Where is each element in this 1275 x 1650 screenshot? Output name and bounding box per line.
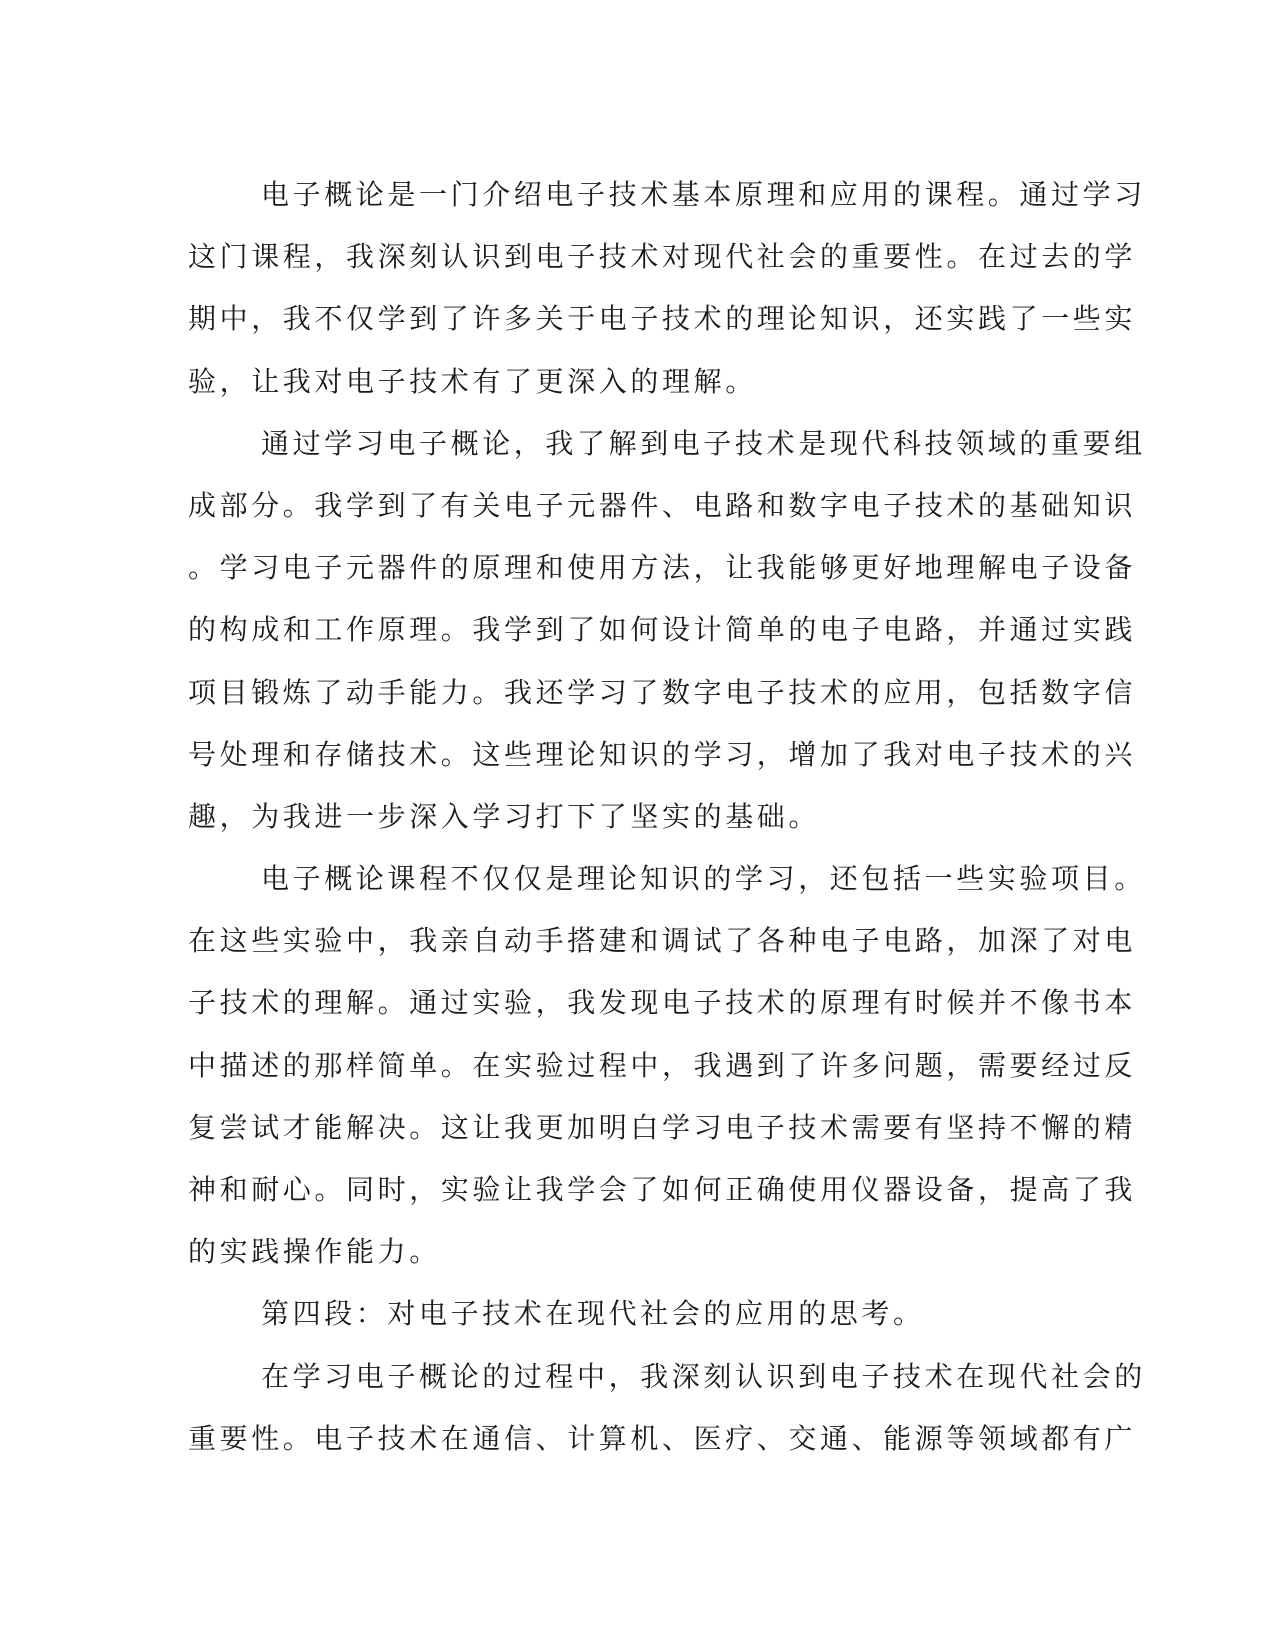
text-line: 期中，我不仅学到了许多关于电子技术的理论知识，还实践了一些实 <box>188 302 1137 336</box>
section-heading-4 <box>188 1283 1068 1345</box>
text-line: 验，让我对电子技术有了更深入的理解。 <box>188 364 757 398</box>
text-line: 趣，为我进一步深入学习打下了坚实的基础。 <box>188 799 821 833</box>
text-line: 电子概论课程不仅仅是理论知识的学习，还包括一些实验项目。 <box>261 862 1146 896</box>
text-line: 重要性。电子技术在通信、计算机、医疗、交通、能源等领域都有广 <box>188 1421 1137 1455</box>
text-line: 第四段：对电子技术在现代社会的应用的思考。 <box>261 1297 925 1331</box>
text-line: 的构成和工作原理。我学到了如何设计简单的电子电路，并通过实践 <box>188 613 1137 647</box>
text-line: 在这些实验中，我亲自动手搭建和调试了各种电子电路，加深了对电 <box>188 924 1137 958</box>
paragraph-3 <box>188 848 1146 1283</box>
text-line: 这门课程，我深刻认识到电子技术对现代社会的重要性。在过去的学 <box>188 240 1137 274</box>
text-line: 通过学习电子概论，我了解到电子技术是现代科技领域的重要组 <box>261 426 1146 460</box>
text-line: 复尝试才能解决。这让我更加明白学习电子技术需要有坚持不懈的精 <box>188 1110 1137 1144</box>
text-line: 。学习电子元器件的原理和使用方法，让我能够更好地理解电子设备 <box>188 551 1137 585</box>
paragraph-1 <box>188 164 1146 413</box>
text-line: 在学习电子概论的过程中，我深刻认识到电子技术在现代社会的 <box>261 1359 1146 1393</box>
text-line: 子技术的理解。通过实验，我发现电子技术的原理有时候并不像书本 <box>188 986 1137 1020</box>
paragraph-5 <box>188 1346 1146 1470</box>
text-line: 的实践操作能力。 <box>188 1235 441 1269</box>
text-line: 电子概论是一门介绍电子技术基本原理和应用的课程。通过学习 <box>261 178 1146 211</box>
text-line: 号处理和存储技术。这些理论知识的学习，增加了我对电子技术的兴 <box>188 737 1137 771</box>
text-line: 神和耐心。同时，实验让我学会了如何正确使用仪器设备，提高了我 <box>188 1173 1137 1206</box>
document-body <box>188 164 1146 1470</box>
text-line: 项目锻炼了动手能力。我还学习了数字电子技术的应用，包括数字信 <box>188 675 1137 709</box>
text-line: 中描述的那样简单。在实验过程中，我遇到了许多问题，需要经过反 <box>188 1048 1137 1082</box>
paragraph-2 <box>188 413 1146 848</box>
text-line: 成部分。我学到了有关电子元器件、电路和数字电子技术的基础知识 <box>188 488 1137 522</box>
